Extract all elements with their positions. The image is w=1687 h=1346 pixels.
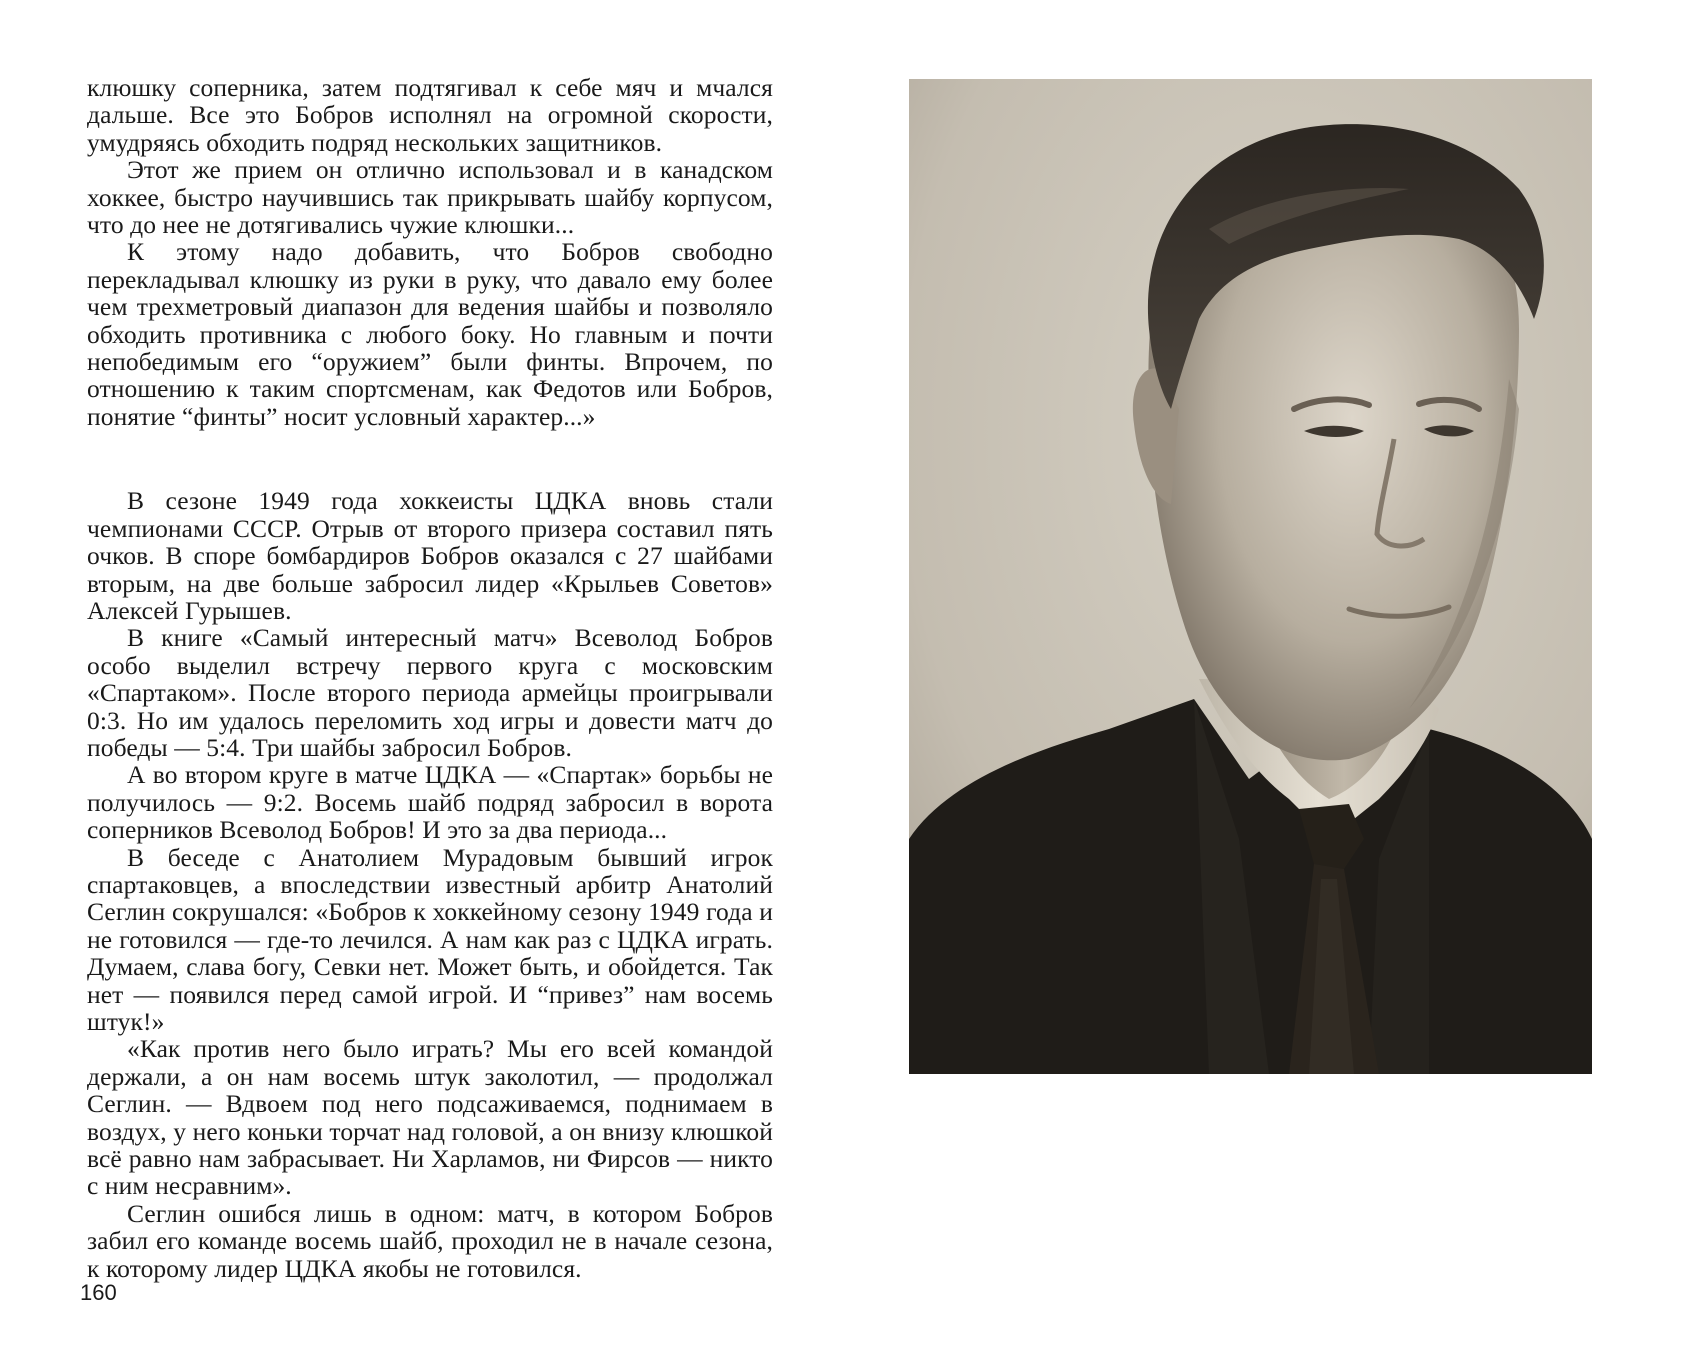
text-block-top (87, 74, 773, 430)
paragraph: В беседе с Анатолием Мурадовым бывший игрок спартаковцев, а впоследствии известный арбитр Анатолий Сеглин сокрушался: «Бобров к хоккейному сезону 1949 года и не готовился — где-то лечился. А нам как раз с ЦДКА играть. Думаем, слава богу, Севки нет. Может быть, и обойдется. Так нет — появился перед самой игрой. И “привез” нам восемь штук!» (87, 842, 773, 1036)
text-block-bottom (87, 487, 773, 1282)
paragraph: Этот же прием он отлично использовал и в канадском хоккее, быстро научившись так прикрывать шайбу корпусом, что до нее не дотягивались чужие клюшки... (87, 155, 773, 240)
portrait-photo-icon (909, 79, 1592, 1074)
paragraph: В сезоне 1949 года хоккеисты ЦДКА вновь стали чемпионами СССР. Отрыв от второго призера составил пять очков. В споре бомбардиров Бобров оказался с 27 шайбами вторым, на две больше забросил лидер «Крыльев Советов» Алексей Гурышев. (87, 486, 773, 625)
page-number: 160 (80, 1280, 117, 1305)
paragraph: клюшку соперника, затем подтягивал к себе мяч и мчался дальше. Все это Бобров исполнял на огромной скорости, умудряясь обходить подряд нескольких защитников. (87, 73, 773, 157)
portrait-photo (909, 79, 1592, 1074)
paragraph: А во втором круге в матче ЦДКА — «Спартак» борьбы не получилось — 9:2. Восемь шайб подряд забросил в ворота соперников Всеволод Бобров! И это за два периода... (87, 760, 773, 845)
paragraph: К этому надо добавить, что Бобров свободно перекладывал клюшку из руки в руку, что давало ему более чем трехметровый диапазон для ведения шайбы и позволяло обходить противника с любого боку. Но главным и почти непобедимым его “оружием” были финты. Впрочем, по отношению к таким спортсменам, как Федотов или Бобров, понятие “финты” носит условный характер...» (87, 237, 773, 431)
section-break (87, 430, 773, 487)
paragraph: «Как против него было играть? Мы его всей командой держали, а он нам восемь штук заколотил, — продолжал Сеглин. — Вдвоем под него подсаживаемся, поднимаем в воздух, у него коньки торчат над головой, а он внизу клюшкой всё равно нам забрасывает. Ни Харламов, ни Фирсов — никто с ним несравним». (87, 1034, 773, 1201)
paragraph: Сеглин ошибся лишь в одном: матч, в котором Бобров забил его команде восемь шайб, проходил не в начале сезона, к которому лидер ЦДКА якобы не готовился. (87, 1198, 773, 1283)
paragraph: В книге «Самый интересный матч» Всеволод Бобров особо выделил встречу первого круга с московским «Спартаком». После второго периода армейцы проигрывали 0:3. Но им удалось переломить ход игры и довести матч до победы — 5:4. Три шайбы забросил Бобров. (87, 623, 773, 762)
left-page-text (87, 74, 773, 1282)
